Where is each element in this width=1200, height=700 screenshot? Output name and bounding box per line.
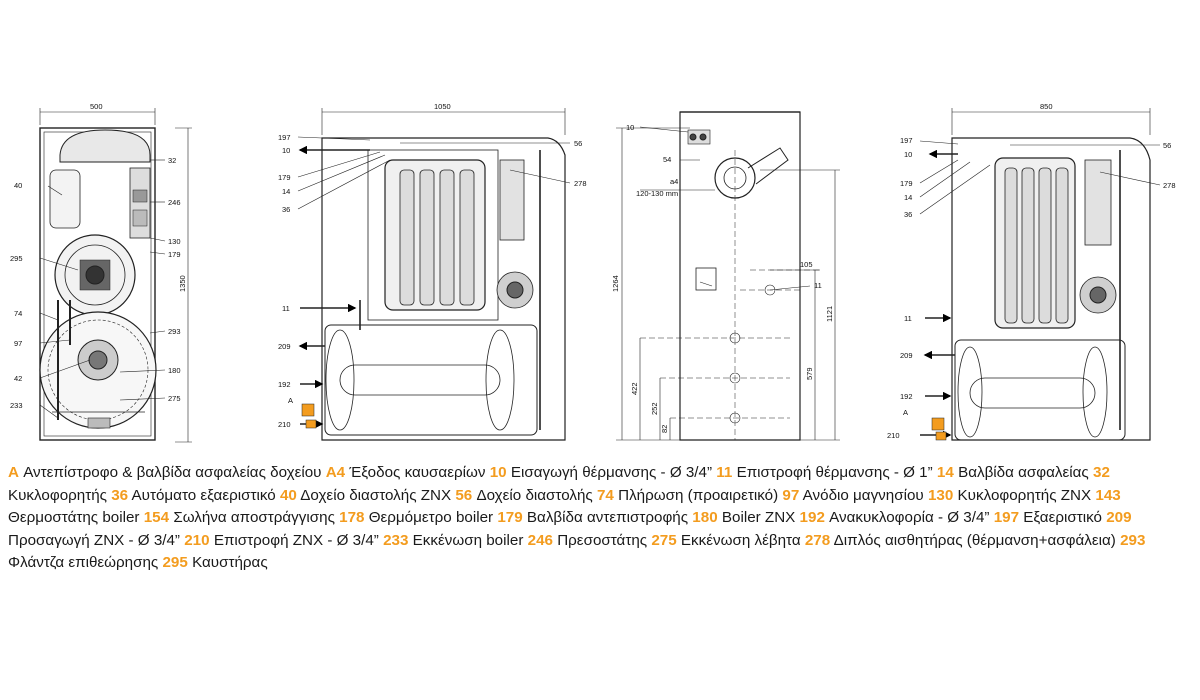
legend-code: 178 (339, 509, 365, 527)
legend-entry (805, 532, 1116, 549)
rear-dimension-1264: 1264 (611, 275, 620, 292)
callout-293: 293 (168, 327, 181, 336)
legend-entry (111, 487, 276, 504)
front2-callout-10: 10 (904, 150, 913, 159)
legend-code: 295 (162, 554, 188, 572)
legend-code: 40 (279, 486, 297, 504)
front-callout-210: 210 (278, 420, 291, 429)
legend-code: 246 (527, 531, 553, 549)
legend-code: 154 (143, 509, 170, 527)
legend-entry (383, 532, 523, 549)
legend-text: Βαλβίδα αντεπιστροφής (526, 509, 689, 527)
legend-text: Πρεσοστάτης (557, 531, 648, 549)
legend-entry (455, 487, 592, 504)
front-callout-10: 10 (282, 146, 291, 155)
front-callout-209: 209 (278, 342, 291, 351)
legend-text: Δοχείο διαστολής (476, 486, 593, 504)
legend-text: Διπλός αισθητήρας (θέρμανση+ασφάλεια) (833, 531, 1116, 549)
legend-entry (162, 554, 267, 571)
side-height-dimension: 1350 (178, 275, 187, 292)
front2-callout-278: 278 (1163, 181, 1176, 190)
legend-text: Boiler ZNX (721, 509, 796, 527)
front-callout-278: 278 (574, 179, 587, 188)
legend-code: 275 (651, 531, 677, 549)
legend-code: 56 (455, 486, 473, 504)
legend-entry (8, 464, 321, 481)
legend (8, 462, 1194, 575)
legend-code: 180 (692, 509, 718, 527)
front-callout-36: 36 (282, 205, 291, 214)
rear-callout-10: 10 (626, 123, 635, 132)
callout-275: 275 (168, 394, 181, 403)
legend-code: 143 (1095, 486, 1121, 504)
front-callout-14: 14 (282, 187, 291, 196)
legend-code: A4 (325, 464, 346, 481)
rear-dimension-82: 82 (660, 424, 669, 433)
front-callout-179: 179 (278, 173, 291, 182)
legend-text: Επιστροφή θέρμανσης - Ø 1” (736, 464, 933, 481)
legend-code: 233 (383, 531, 409, 549)
rear-dimension-54: 54 (663, 155, 672, 164)
front2-width-dimension: 850 (1040, 102, 1053, 111)
legend-text: Κυκλοφορητής ZNX (957, 486, 1092, 504)
legend-entry (928, 487, 1091, 504)
legend-text: Εξαεριστικό (1023, 509, 1102, 527)
rear-label-a4: a4 (670, 177, 679, 186)
legend-code: 293 (1120, 531, 1146, 549)
legend-code: 32 (1093, 464, 1110, 481)
rear-view (616, 112, 840, 440)
legend-text: Εκκένωση boiler (412, 531, 524, 549)
legend-text: Προσαγωγή ZNX - Ø 3/4” (8, 531, 180, 549)
legend-code: 278 (804, 531, 831, 549)
legend-code: 209 (1106, 509, 1132, 527)
callout-246: 246 (168, 198, 181, 207)
legend-text: Καυστήρας (192, 554, 268, 572)
legend-text: Σωλήνα αποστράγγισης (173, 509, 335, 527)
rear-dimension-105: 105 (800, 260, 813, 269)
legend-entry (800, 509, 990, 526)
legend-code: 10 (489, 464, 507, 481)
front2-callout-179: 179 (900, 179, 913, 188)
legend-entry (597, 487, 778, 504)
legend-text: Πλήρωση (προαιρετικό) (618, 486, 779, 504)
legend-entry (937, 464, 1089, 481)
front-callout-11: 11 (282, 304, 290, 313)
legend-code: 74 (596, 486, 614, 504)
legend-text: Αυτόματο εξαεριστικό (131, 486, 276, 504)
legend-entry (184, 532, 379, 549)
callout-295: 295 (10, 254, 23, 263)
side-width-dimension: 500 (90, 102, 103, 111)
legend-text: Θερμόμετρο boiler (368, 509, 494, 527)
legend-text: Επιστροφή ZNX - Ø 3/4” (213, 531, 379, 549)
legend-text: Έξοδος καυσαερίων (349, 464, 486, 481)
front2-callout-14: 14 (904, 193, 913, 202)
legend-entry (497, 509, 688, 526)
front2-callout-A: A (903, 408, 909, 417)
callout-179: 179 (168, 250, 181, 259)
legend-code: 130 (927, 486, 954, 504)
legend-entry (716, 464, 932, 481)
legend-text: Αντεπίστροφο & βαλβίδα ασφαλείας δοχείου (23, 464, 322, 481)
callout-40: 40 (14, 181, 23, 190)
front-width-dimension: 1050 (434, 102, 451, 111)
legend-entry (692, 509, 795, 526)
legend-entry (528, 532, 647, 549)
legend-text: Δοχείο διαστολής ZNX (300, 486, 452, 504)
front-callout-192: 192 (278, 380, 291, 389)
front-callout-A: A (288, 396, 294, 405)
callout-130: 130 (168, 237, 181, 246)
legend-entry (280, 487, 451, 504)
front2-callout-11: 11 (904, 314, 912, 323)
callout-97: 97 (14, 339, 23, 348)
front2-callout-209: 209 (900, 351, 913, 360)
legend-code: 97 (782, 486, 800, 504)
legend-code: 36 (111, 486, 129, 504)
legend-entry (490, 464, 712, 481)
rear-label-120-130: 120-130 mm (636, 189, 679, 198)
legend-text: Ανακυκλοφορία - Ø 3/4” (829, 509, 990, 527)
front2-callout-36: 36 (904, 210, 913, 219)
rear-callout-11: 11 (814, 281, 822, 290)
callout-32: 32 (168, 156, 177, 165)
legend-text: Εισαγωγή θέρμανσης - Ø 3/4” (510, 464, 713, 481)
front-callout-197: 197 (278, 133, 291, 142)
callout-74: 74 (14, 309, 23, 318)
legend-code: 179 (497, 509, 523, 527)
legend-code: 14 (936, 464, 954, 481)
rear-dimension-422: 422 (630, 382, 639, 395)
rear-dimension-252: 252 (650, 402, 659, 415)
callout-180: 180 (168, 366, 181, 375)
front2-callout-192: 192 (900, 392, 913, 401)
legend-code: 197 (993, 509, 1020, 527)
legend-entry (326, 464, 486, 481)
legend-code: 192 (799, 509, 825, 527)
front-callout-56: 56 (574, 139, 583, 148)
callout-42: 42 (14, 374, 23, 383)
front-view (298, 108, 570, 440)
legend-code: A (8, 464, 19, 481)
front2-callout-56: 56 (1163, 141, 1172, 150)
legend-entry (994, 509, 1102, 526)
legend-entry (144, 509, 335, 526)
legend-text: Ανόδιο μαγνησίου (802, 486, 924, 504)
legend-entry (339, 509, 493, 526)
rear-dimension-1121: 1121 (825, 305, 834, 322)
legend-code: 210 (184, 531, 210, 549)
legend-text: Βαλβίδα ασφαλείας (958, 464, 1089, 481)
legend-code: 11 (716, 464, 733, 481)
front2-view (920, 108, 1160, 440)
legend-text: Κυκλοφορητής (8, 486, 107, 504)
front2-callout-210: 210 (887, 431, 900, 440)
legend-text: Θερμοστάτης boiler (8, 509, 140, 527)
legend-entry (651, 532, 800, 549)
legend-entry (782, 487, 923, 504)
legend-text: Εκκένωση λέβητα (680, 531, 801, 549)
legend-text: Φλάντζα επιθεώρησης (8, 554, 159, 572)
callout-233: 233 (10, 401, 23, 410)
rear-dimension-579: 579 (805, 367, 814, 380)
front2-callout-197: 197 (900, 136, 913, 145)
